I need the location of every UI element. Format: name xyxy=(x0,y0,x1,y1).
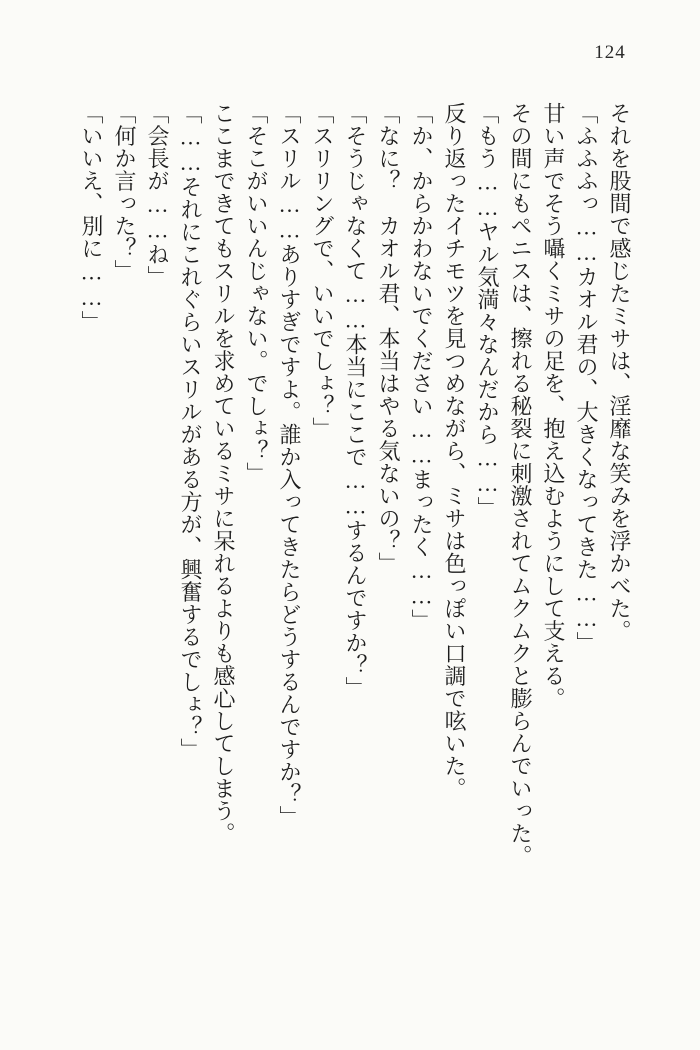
text-line: 「スリル……ありすぎですよ。誰か入ってきたらどうするんですか？」 xyxy=(277,102,302,828)
text-line: 「ふふふっ……カオル君の、大きくなってきた……」 xyxy=(574,102,599,654)
text-line: その間にもペニスは、擦れる秘裂に刺激されてムクムクと膨らんでいった。 xyxy=(508,102,533,867)
text-line: 「か、からかわないでください……まったく……」 xyxy=(409,102,434,632)
text-line: 反り返ったイチモツを見つめながら、ミサは色っぽい口調で呟いた。 xyxy=(442,102,467,800)
text-line: 「なに？ カオル君、本当はやる気ないの？」 xyxy=(376,102,401,575)
text-column-group xyxy=(75,102,636,897)
text-line: 「いいえ、別に……」 xyxy=(79,102,104,333)
text-line: 「……それにこれぐらいスリルがある方が、興奮するでしょ？」 xyxy=(178,102,203,761)
text-line: 「会長が……ね」 xyxy=(145,102,170,288)
page-number: 124 xyxy=(594,42,626,63)
text-line: 「もう……ヤル気満々なんだから……」 xyxy=(475,102,500,519)
text-line: 甘い声でそう囁くミサの足を、抱え込むようにして支える。 xyxy=(541,102,566,710)
text-line: 「何か言った？」 xyxy=(112,102,137,282)
text-line: それを股間で感じたミサは、淫靡な笑みを浮かべた。 xyxy=(607,102,632,642)
text-line: 「そこがいいんじゃない。でしょ？」 xyxy=(244,102,269,485)
text-line: ここまできてもスリルを求めているミサに呆れるよりも感心してしまう。 xyxy=(211,102,236,845)
text-line: 「そうじゃなくて……本当にここで……するんですか？」 xyxy=(343,102,368,699)
text-line: 「スリリングで、いいでしょ？」 xyxy=(310,102,335,440)
